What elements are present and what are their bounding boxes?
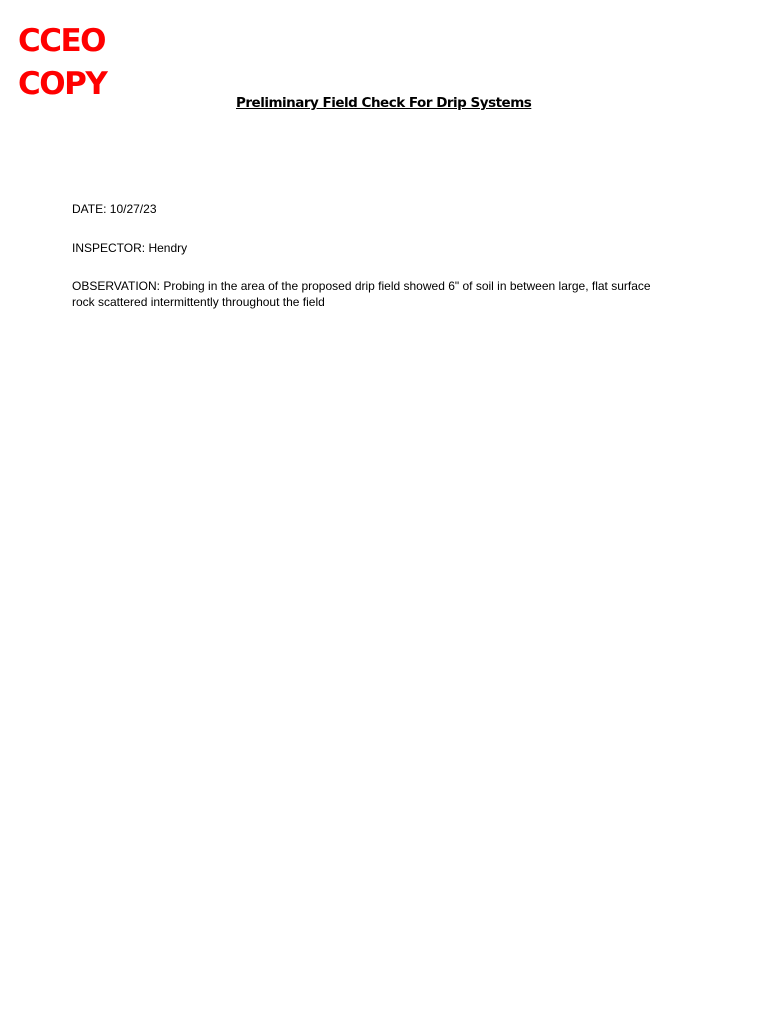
date-field: DATE: 10/27/23 [72,202,157,216]
cceo-copy-stamp [18,20,106,106]
inspector-field: INSPECTOR: Hendry [72,241,188,255]
observation-line-2: rock scattered intermittently throughout the field [72,295,325,309]
observation-field [72,278,712,310]
document-title: Preliminary Field Check For Drip Systems [236,95,532,111]
observation-line-1: OBSERVATION: Probing in the area of the proposed drip field showed 6" of soil in between large, flat surface [72,279,651,293]
stamp-line-2: COPY [18,66,107,102]
stamp-line-1: CCEO [18,23,106,59]
